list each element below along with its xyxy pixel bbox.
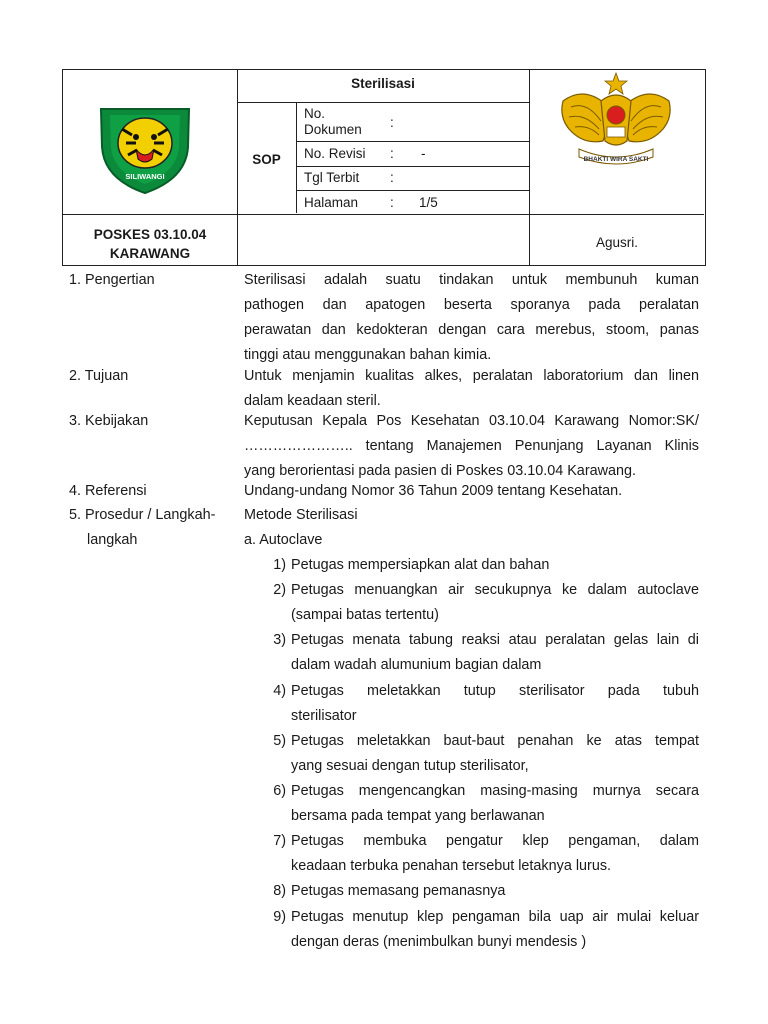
signer-name: Agusri. [595, 235, 639, 250]
field-no-revisi-value: - [421, 146, 426, 161]
step-line: bersama pada tempat yang berlawanan [291, 808, 545, 824]
step-line: Petugas menuangkan air secukupnya ke dalam autoclave [291, 582, 699, 598]
step-line: yang sesuai dengan tutup sterilisator, [291, 758, 529, 774]
section-text [244, 364, 699, 414]
step-number: 3) [273, 632, 286, 648]
step-line: Petugas meletakkan tutup sterilisator pada tubuh [291, 683, 699, 699]
siliwangi-logo [96, 99, 194, 197]
org-line2: KARAWANG [109, 246, 191, 261]
step-line: sterilisator [291, 708, 357, 724]
section-label: 3. Kebijakan [69, 413, 149, 429]
step-line: Petugas mengencangkan masing-masing murnya secara [291, 783, 699, 799]
svg-text:BHAKTI WIRA SAKTI: BHAKTI WIRA SAKTI [583, 156, 649, 163]
step-number: 4) [273, 683, 286, 699]
field-halaman-sep: : [390, 195, 394, 210]
section-label: 1. Pengertian [69, 272, 155, 288]
step-line: dengan deras (menimbulkan bunyi mendesis ) [291, 934, 587, 950]
section-label-cont: langkah [87, 532, 138, 548]
text-line: pathogen dan apatogen beserta sporanya pada peralatan [244, 297, 699, 313]
step-line: Petugas membuka pengatur klep pengaman, dalam [291, 833, 699, 849]
section-label: 4. Referensi [69, 483, 147, 499]
section-label: 5. Prosedur / Langkah- [69, 507, 216, 523]
text-line: dalam keadaan steril. [244, 393, 381, 409]
field-no-dokumen-label: No. Dokumen [304, 106, 362, 137]
step-line: Petugas menata tabung reaksi atau peralatan gelas lain di [291, 632, 699, 648]
field-no-revisi-label: No. Revisi [304, 146, 366, 161]
text-line: tinggi atau menggunakan bahan kimia. [244, 347, 492, 363]
section-text [244, 268, 699, 368]
org-name [63, 225, 237, 263]
section-text [244, 409, 699, 484]
text-line: Untuk menjamin kualitas alkes, peralatan laboratorium dan linen [244, 368, 699, 384]
text-line: perawatan dan kedokteran dengan cara merebus, stoom, panas [244, 322, 699, 338]
text-line: yang berorientasi pada pasien di Poskes 03.10.04 Karawang. [244, 463, 637, 479]
step-number: 9) [273, 909, 286, 925]
step-number: 2) [273, 582, 286, 598]
field-no-dokumen-sep: : [390, 115, 394, 130]
step-number: 8) [273, 883, 286, 899]
svg-text:SILIWANGI: SILIWANGI [125, 172, 165, 181]
org-line1: POSKES 03.10.04 [93, 227, 207, 242]
step-line: (sampai batas tertentu) [291, 607, 439, 623]
step-line: keadaan terbuka penahan tersebut letaknya lurus. [291, 858, 612, 874]
step-number: 7) [273, 833, 286, 849]
step-number: 5) [273, 733, 286, 749]
section-text [244, 479, 699, 504]
section-label: 2. Tujuan [69, 368, 129, 384]
step-line: dalam wadah alumunium bagian dalam [291, 657, 542, 673]
text-line: Keputusan Kepala Pos Kesehatan 03.10.04 Karawang Nomor:SK/ [244, 413, 699, 429]
step-line: Petugas memasang pemanasnya [291, 883, 506, 899]
field-no-revisi-sep: : [390, 146, 394, 161]
step-line: Petugas mempersiapkan alat dan bahan [291, 557, 550, 573]
field-tgl-terbit-sep: : [390, 170, 394, 185]
step-number: 1) [273, 557, 286, 573]
step-line: Petugas menutup klep pengaman bila uap air mulai keluar [291, 909, 699, 925]
field-tgl-terbit-label: Tgl Terbit [304, 170, 360, 185]
field-halaman-value: 1/5 [419, 195, 438, 210]
step-line: Petugas meletakkan baut-baut penahan ke atas tempat [291, 733, 699, 749]
text-line: Sterilisasi adalah suatu tindakan untuk membunuh kuman [244, 272, 699, 288]
sub-heading-autoclave: a. Autoclave [244, 532, 323, 548]
field-halaman-label: Halaman [304, 195, 359, 210]
step-number: 6) [273, 783, 286, 799]
sop-title: Sterilisasi [351, 76, 415, 91]
text-line: Undang-undang Nomor 36 Tahun 2009 tentang Kesehatan. [244, 483, 623, 499]
method-title: Metode Sterilisasi [244, 507, 358, 523]
bhakti-wira-sakti-emblem [557, 71, 675, 171]
sop-label: SOP [252, 152, 281, 167]
sop-header-table [62, 69, 706, 266]
text-line: ………………….. tentang Manajemen Penunjang Layanan Klinis [244, 438, 699, 454]
